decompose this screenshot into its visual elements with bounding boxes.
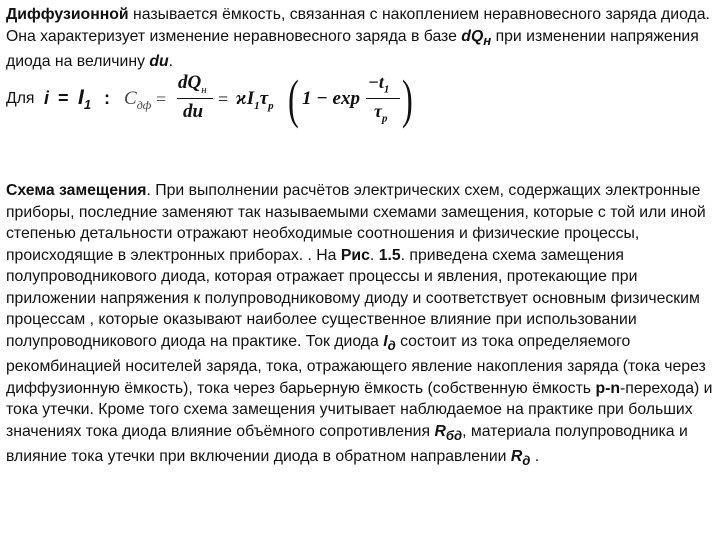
exp-numerator: $-t_1$	[368, 72, 390, 96]
right-paren: )	[402, 69, 413, 129]
exp-fraction-bar	[366, 98, 400, 99]
leakage-resistance-symbol: $R_д$	[510, 448, 531, 469]
intro-text-1: называется ёмкость, связанная с накоплением неравновесного заряда диода. Она характеризует изменение неравновесного заряда в базе	[6, 6, 710, 45]
capacitance-formula	[6, 69, 426, 140]
fraction-bar	[177, 98, 213, 99]
bulk-resistance-symbol: $R_{бд}$	[434, 422, 463, 443]
charge-symbol: $dQ_н$	[461, 27, 492, 48]
equals-1: =	[156, 89, 167, 109]
coefficient: $ϰI_1\tau_p$	[236, 88, 274, 112]
diode-current-symbol: $I_д$	[383, 332, 396, 353]
one-minus-exp: 1 − exp	[302, 88, 360, 109]
equivalent-circuit-paragraph: Схема замещения. При выполнении расчётов электрических схем, содержащих электронные приборы, последние заменяют так называемыми схемами замещения, которые с той или иной степенью детальности отражают необходимые соотношения и физические процессы, происходящие в электронных приборах. . На Рис. 1.5. приведена схема замещения полупроводникового диода, которая отражает процессы и явления, протекающие при приложении напряжения к полупроводниковому диоду и соответствует основным физическим процессам , которые оказывают наиболее существенное влияние при использовании полупроводникового диода на практике. Ток диода $I_д$ состоит из тока определяемого рекомбинацией носителей заряда, тока, отражающего явление накопления заряда (тока через диффузионную ёмкость), тока через барьерную ёмкость (собственную ёмкость p-n-перехода) и тока утечки. Кроме того схема замещения учитывает наблюдаемое на практике при больших значениях тока диода влияние объёмного сопротивления $R_{бд}$, материала полупроводника и влияние тока утечки при включении диода в обратном направлении $R_д$ .	[6, 182, 713, 469]
equals-2: =	[218, 89, 229, 109]
intro-paragraph: Диффузионной называется ёмкость, связанная с накоплением неравновесного заряда диода. Она характеризует изменение неравновесного заряда в базе $dQ_н$ при изменении напряжения диода на величину du.	[6, 6, 710, 71]
fraction-denominator: du	[183, 101, 204, 122]
intro-text-2: при изменении напряжения диода на величину	[6, 27, 699, 71]
formula-prefix: Для	[6, 90, 35, 107]
section-heading: Схема замещения	[6, 182, 147, 199]
capacitance-symbol: $C_{дф}$	[124, 88, 152, 112]
left-paren: (	[288, 69, 299, 129]
figure-ref-label: Рис	[340, 246, 370, 264]
condition-var: i	[44, 88, 50, 108]
condition-value: $I_1$	[78, 86, 92, 113]
exp-denominator: $\tau_p$	[374, 101, 388, 125]
figure-ref-number: 1.5	[378, 246, 401, 264]
condition-colon: :	[104, 88, 110, 108]
condition-eq: =	[58, 88, 69, 108]
pn-junction-label: p-n	[595, 379, 620, 397]
voltage-symbol: du	[149, 53, 169, 71]
term-diffusion: Диффузионной	[6, 6, 129, 23]
fraction-numerator: $dQ_н$	[178, 72, 207, 96]
